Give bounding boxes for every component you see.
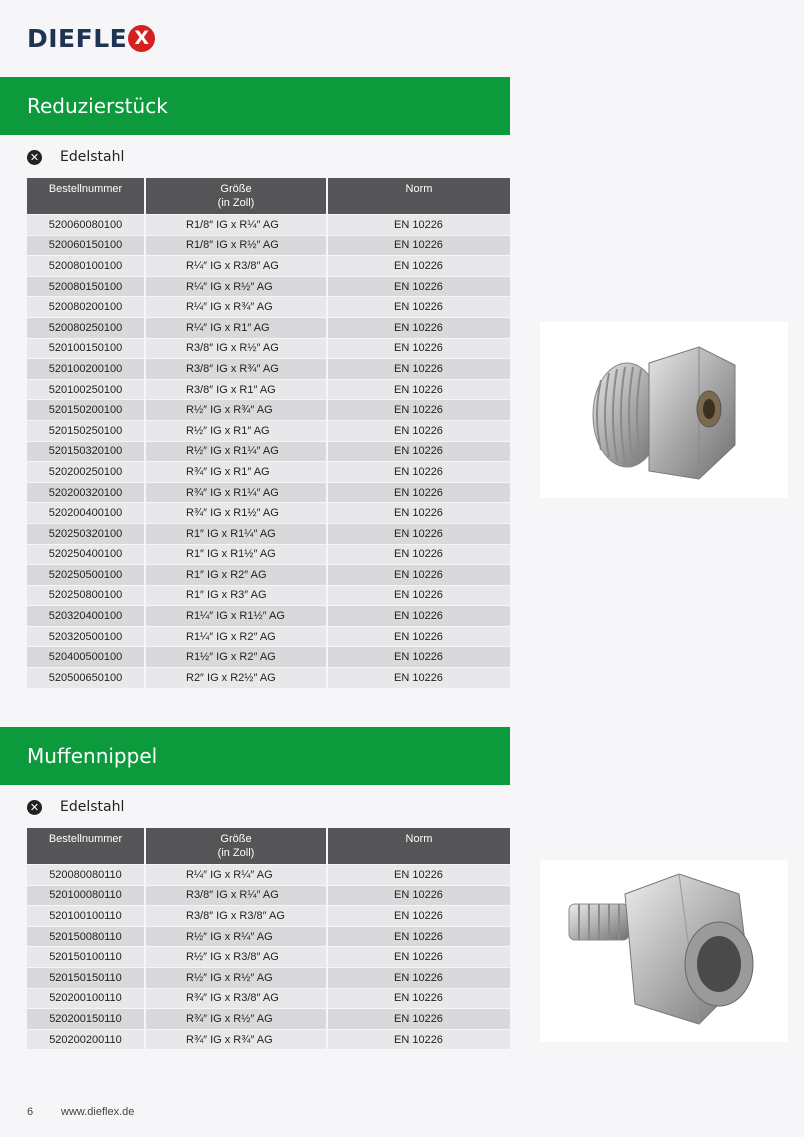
cell-norm: EN 10226 (328, 523, 510, 544)
table-row (27, 564, 510, 585)
cell-bestellnummer: 520150200100 (27, 399, 146, 420)
table-row (27, 1008, 510, 1029)
cell-bestellnummer: 520060150100 (27, 235, 146, 256)
cell-norm: EN 10226 (328, 946, 510, 967)
header-groesse-label: Größe (220, 833, 252, 845)
cell-groesse: R½″ IG x R¾″ AG (146, 399, 328, 420)
cell-norm: EN 10226 (328, 482, 510, 503)
cell-groesse: R1/8″ IG x R¼″ AG (146, 214, 328, 235)
cell-bestellnummer: 520200100110 (27, 988, 146, 1009)
header-groesse-unit: (in Zoll) (217, 847, 255, 859)
cell-groesse: R¼″ IG x R1″ AG (146, 317, 328, 338)
cell-bestellnummer: 520250320100 (27, 523, 146, 544)
table-header-row (27, 178, 510, 214)
header-norm: Norm (328, 828, 510, 864)
page-number: 6 (27, 1106, 34, 1118)
table-row (27, 605, 510, 626)
table-row (27, 667, 510, 688)
cell-groesse: R½″ IG x R1¼″ AG (146, 441, 328, 462)
header-norm: Norm (328, 178, 510, 214)
cell-bestellnummer: 520100200100 (27, 358, 146, 379)
cell-bestellnummer: 520400500100 (27, 646, 146, 667)
brand-name: DIEFLE (27, 23, 128, 53)
brand-logo (27, 22, 155, 54)
cell-bestellnummer: 520200320100 (27, 482, 146, 503)
table-row (27, 338, 510, 359)
table-row (27, 544, 510, 565)
cell-groesse: R¾″ IG x R1½″ AG (146, 502, 328, 523)
cell-groesse: R1½″ IG x R2″ AG (146, 646, 328, 667)
cell-groesse: R3/8″ IG x R¼″ AG (146, 885, 328, 906)
cell-bestellnummer: 520100100110 (27, 905, 146, 926)
cell-norm: EN 10226 (328, 667, 510, 688)
cell-norm: EN 10226 (328, 605, 510, 626)
table-header-row (27, 828, 510, 864)
table-body (27, 864, 510, 1049)
table-row (27, 235, 510, 256)
footer-url[interactable]: www.dieflex.de (61, 1106, 135, 1118)
cell-groesse: R1″ IG x R1½″ AG (146, 544, 328, 565)
cell-groesse: R¼″ IG x R¼″ AG (146, 864, 328, 885)
cell-norm: EN 10226 (328, 235, 510, 256)
table-body (27, 214, 510, 688)
hex-reducer-bushing-icon (549, 325, 779, 495)
cell-norm: EN 10226 (328, 544, 510, 565)
cell-norm: EN 10226 (328, 646, 510, 667)
cell-norm: EN 10226 (328, 502, 510, 523)
product-photo-reduzierstueck (540, 322, 788, 498)
cell-bestellnummer: 520080100100 (27, 255, 146, 276)
table-row (27, 988, 510, 1009)
cell-groesse: R½″ IG x R3/8″ AG (146, 946, 328, 967)
header-groesse-label: Größe (220, 183, 252, 195)
header-bestellnummer: Bestellnummer (27, 178, 146, 214)
section-title-text: Muffennippel (27, 744, 158, 768)
cell-groesse: R1¼″ IG x R2″ AG (146, 626, 328, 647)
material-label (27, 149, 124, 165)
cell-norm: EN 10226 (328, 338, 510, 359)
brand-x-icon: X (128, 25, 155, 52)
cell-norm: EN 10226 (328, 214, 510, 235)
cell-norm: EN 10226 (328, 885, 510, 906)
cell-groesse: R3/8″ IG x R1″ AG (146, 379, 328, 400)
cell-groesse: R¼″ IG x R3/8″ AG (146, 255, 328, 276)
table-row (27, 214, 510, 235)
cell-bestellnummer: 520200150110 (27, 1008, 146, 1029)
cell-norm: EN 10226 (328, 1008, 510, 1029)
cell-norm: EN 10226 (328, 420, 510, 441)
table-row (27, 379, 510, 400)
table-row (27, 646, 510, 667)
section-title-reduzierstueck (0, 77, 510, 135)
header-bestellnummer: Bestellnummer (27, 828, 146, 864)
cell-groesse: R2″ IG x R2½″ AG (146, 667, 328, 688)
cell-norm: EN 10226 (328, 461, 510, 482)
cell-bestellnummer: 520150320100 (27, 441, 146, 462)
table-row (27, 523, 510, 544)
cell-bestellnummer: 520200250100 (27, 461, 146, 482)
table-row (27, 441, 510, 462)
cell-bestellnummer: 520080080110 (27, 864, 146, 885)
cell-groesse: R¾″ IG x R1″ AG (146, 461, 328, 482)
cell-norm: EN 10226 (328, 296, 510, 317)
cell-bestellnummer: 520320400100 (27, 605, 146, 626)
table-row (27, 502, 510, 523)
cell-norm: EN 10226 (328, 585, 510, 606)
table-row (27, 276, 510, 297)
cell-bestellnummer: 520080150100 (27, 276, 146, 297)
cell-bestellnummer: 520250400100 (27, 544, 146, 565)
cell-bestellnummer: 520100150100 (27, 338, 146, 359)
material-text: Edelstahl (60, 799, 125, 815)
cell-bestellnummer: 520200200110 (27, 1029, 146, 1050)
table-row (27, 358, 510, 379)
hex-socket-nipple-icon (549, 864, 779, 1039)
cell-norm: EN 10226 (328, 379, 510, 400)
cell-groesse: R1″ IG x R2″ AG (146, 564, 328, 585)
cell-groesse: R1/8″ IG x R½″ AG (146, 235, 328, 256)
cell-bestellnummer: 520150080110 (27, 926, 146, 947)
cell-groesse: R½″ IG x R½″ AG (146, 967, 328, 988)
cell-norm: EN 10226 (328, 626, 510, 647)
material-text: Edelstahl (60, 149, 125, 165)
cell-groesse: R¾″ IG x R1¼″ AG (146, 482, 328, 503)
cell-groesse: R1¼″ IG x R1½″ AG (146, 605, 328, 626)
cell-norm: EN 10226 (328, 276, 510, 297)
table-row (27, 399, 510, 420)
cell-groesse: R½″ IG x R1″ AG (146, 420, 328, 441)
table-row (27, 585, 510, 606)
cell-bestellnummer: 520100080110 (27, 885, 146, 906)
cell-groesse: R½″ IG x R¼″ AG (146, 926, 328, 947)
cell-groesse: R¾″ IG x R¾″ AG (146, 1029, 328, 1050)
cell-bestellnummer: 520100250100 (27, 379, 146, 400)
cell-norm: EN 10226 (328, 317, 510, 338)
section-title-muffennippel (0, 727, 510, 785)
table-row (27, 420, 510, 441)
cell-bestellnummer: 520250500100 (27, 564, 146, 585)
table-row (27, 1029, 510, 1050)
cell-norm: EN 10226 (328, 1029, 510, 1050)
cell-groesse: R¼″ IG x R½″ AG (146, 276, 328, 297)
table-row (27, 461, 510, 482)
cell-norm: EN 10226 (328, 967, 510, 988)
table-row (27, 905, 510, 926)
table-row (27, 255, 510, 276)
cell-groesse: R3/8″ IG x R3/8″ AG (146, 905, 328, 926)
page-footer (27, 1106, 134, 1118)
cell-groesse: R3/8″ IG x R¾″ AG (146, 358, 328, 379)
cell-norm: EN 10226 (328, 255, 510, 276)
cell-norm: EN 10226 (328, 905, 510, 926)
table-row (27, 317, 510, 338)
cell-groesse: R¾″ IG x R3/8″ AG (146, 988, 328, 1009)
header-groesse (146, 178, 328, 214)
table-row (27, 864, 510, 885)
cell-norm: EN 10226 (328, 399, 510, 420)
cell-groesse: R3/8″ IG x R½″ AG (146, 338, 328, 359)
table-row (27, 926, 510, 947)
cell-bestellnummer: 520150100110 (27, 946, 146, 967)
cell-groesse: R¼″ IG x R¾″ AG (146, 296, 328, 317)
table-row (27, 967, 510, 988)
cell-norm: EN 10226 (328, 564, 510, 585)
header-groesse (146, 828, 328, 864)
cell-groesse: R¾″ IG x R½″ AG (146, 1008, 328, 1029)
cell-norm: EN 10226 (328, 988, 510, 1009)
cell-norm: EN 10226 (328, 441, 510, 462)
table-row (27, 626, 510, 647)
cell-bestellnummer: 520060080100 (27, 214, 146, 235)
cell-norm: EN 10226 (328, 864, 510, 885)
cell-bestellnummer: 520080200100 (27, 296, 146, 317)
table-row (27, 885, 510, 906)
table-row (27, 482, 510, 503)
cell-bestellnummer: 520080250100 (27, 317, 146, 338)
cell-bestellnummer: 520200400100 (27, 502, 146, 523)
cell-groesse: R1″ IG x R3″ AG (146, 585, 328, 606)
cell-norm: EN 10226 (328, 358, 510, 379)
cell-groesse: R1″ IG x R1¼″ AG (146, 523, 328, 544)
header-groesse-unit: (in Zoll) (217, 197, 255, 209)
section-title-text: Reduzierstück (27, 94, 168, 118)
material-bullet-icon: ✕ (27, 150, 42, 165)
material-bullet-icon: ✕ (27, 800, 42, 815)
parts-table-muffennippel (27, 828, 510, 1049)
cell-bestellnummer: 520320500100 (27, 626, 146, 647)
parts-table-reduzierstueck (27, 178, 510, 688)
table-row (27, 296, 510, 317)
product-photo-muffennippel (540, 860, 788, 1042)
cell-bestellnummer: 520500650100 (27, 667, 146, 688)
cell-bestellnummer: 520150250100 (27, 420, 146, 441)
cell-bestellnummer: 520250800100 (27, 585, 146, 606)
material-label (27, 799, 124, 815)
cell-norm: EN 10226 (328, 926, 510, 947)
cell-bestellnummer: 520150150110 (27, 967, 146, 988)
table-row (27, 946, 510, 967)
